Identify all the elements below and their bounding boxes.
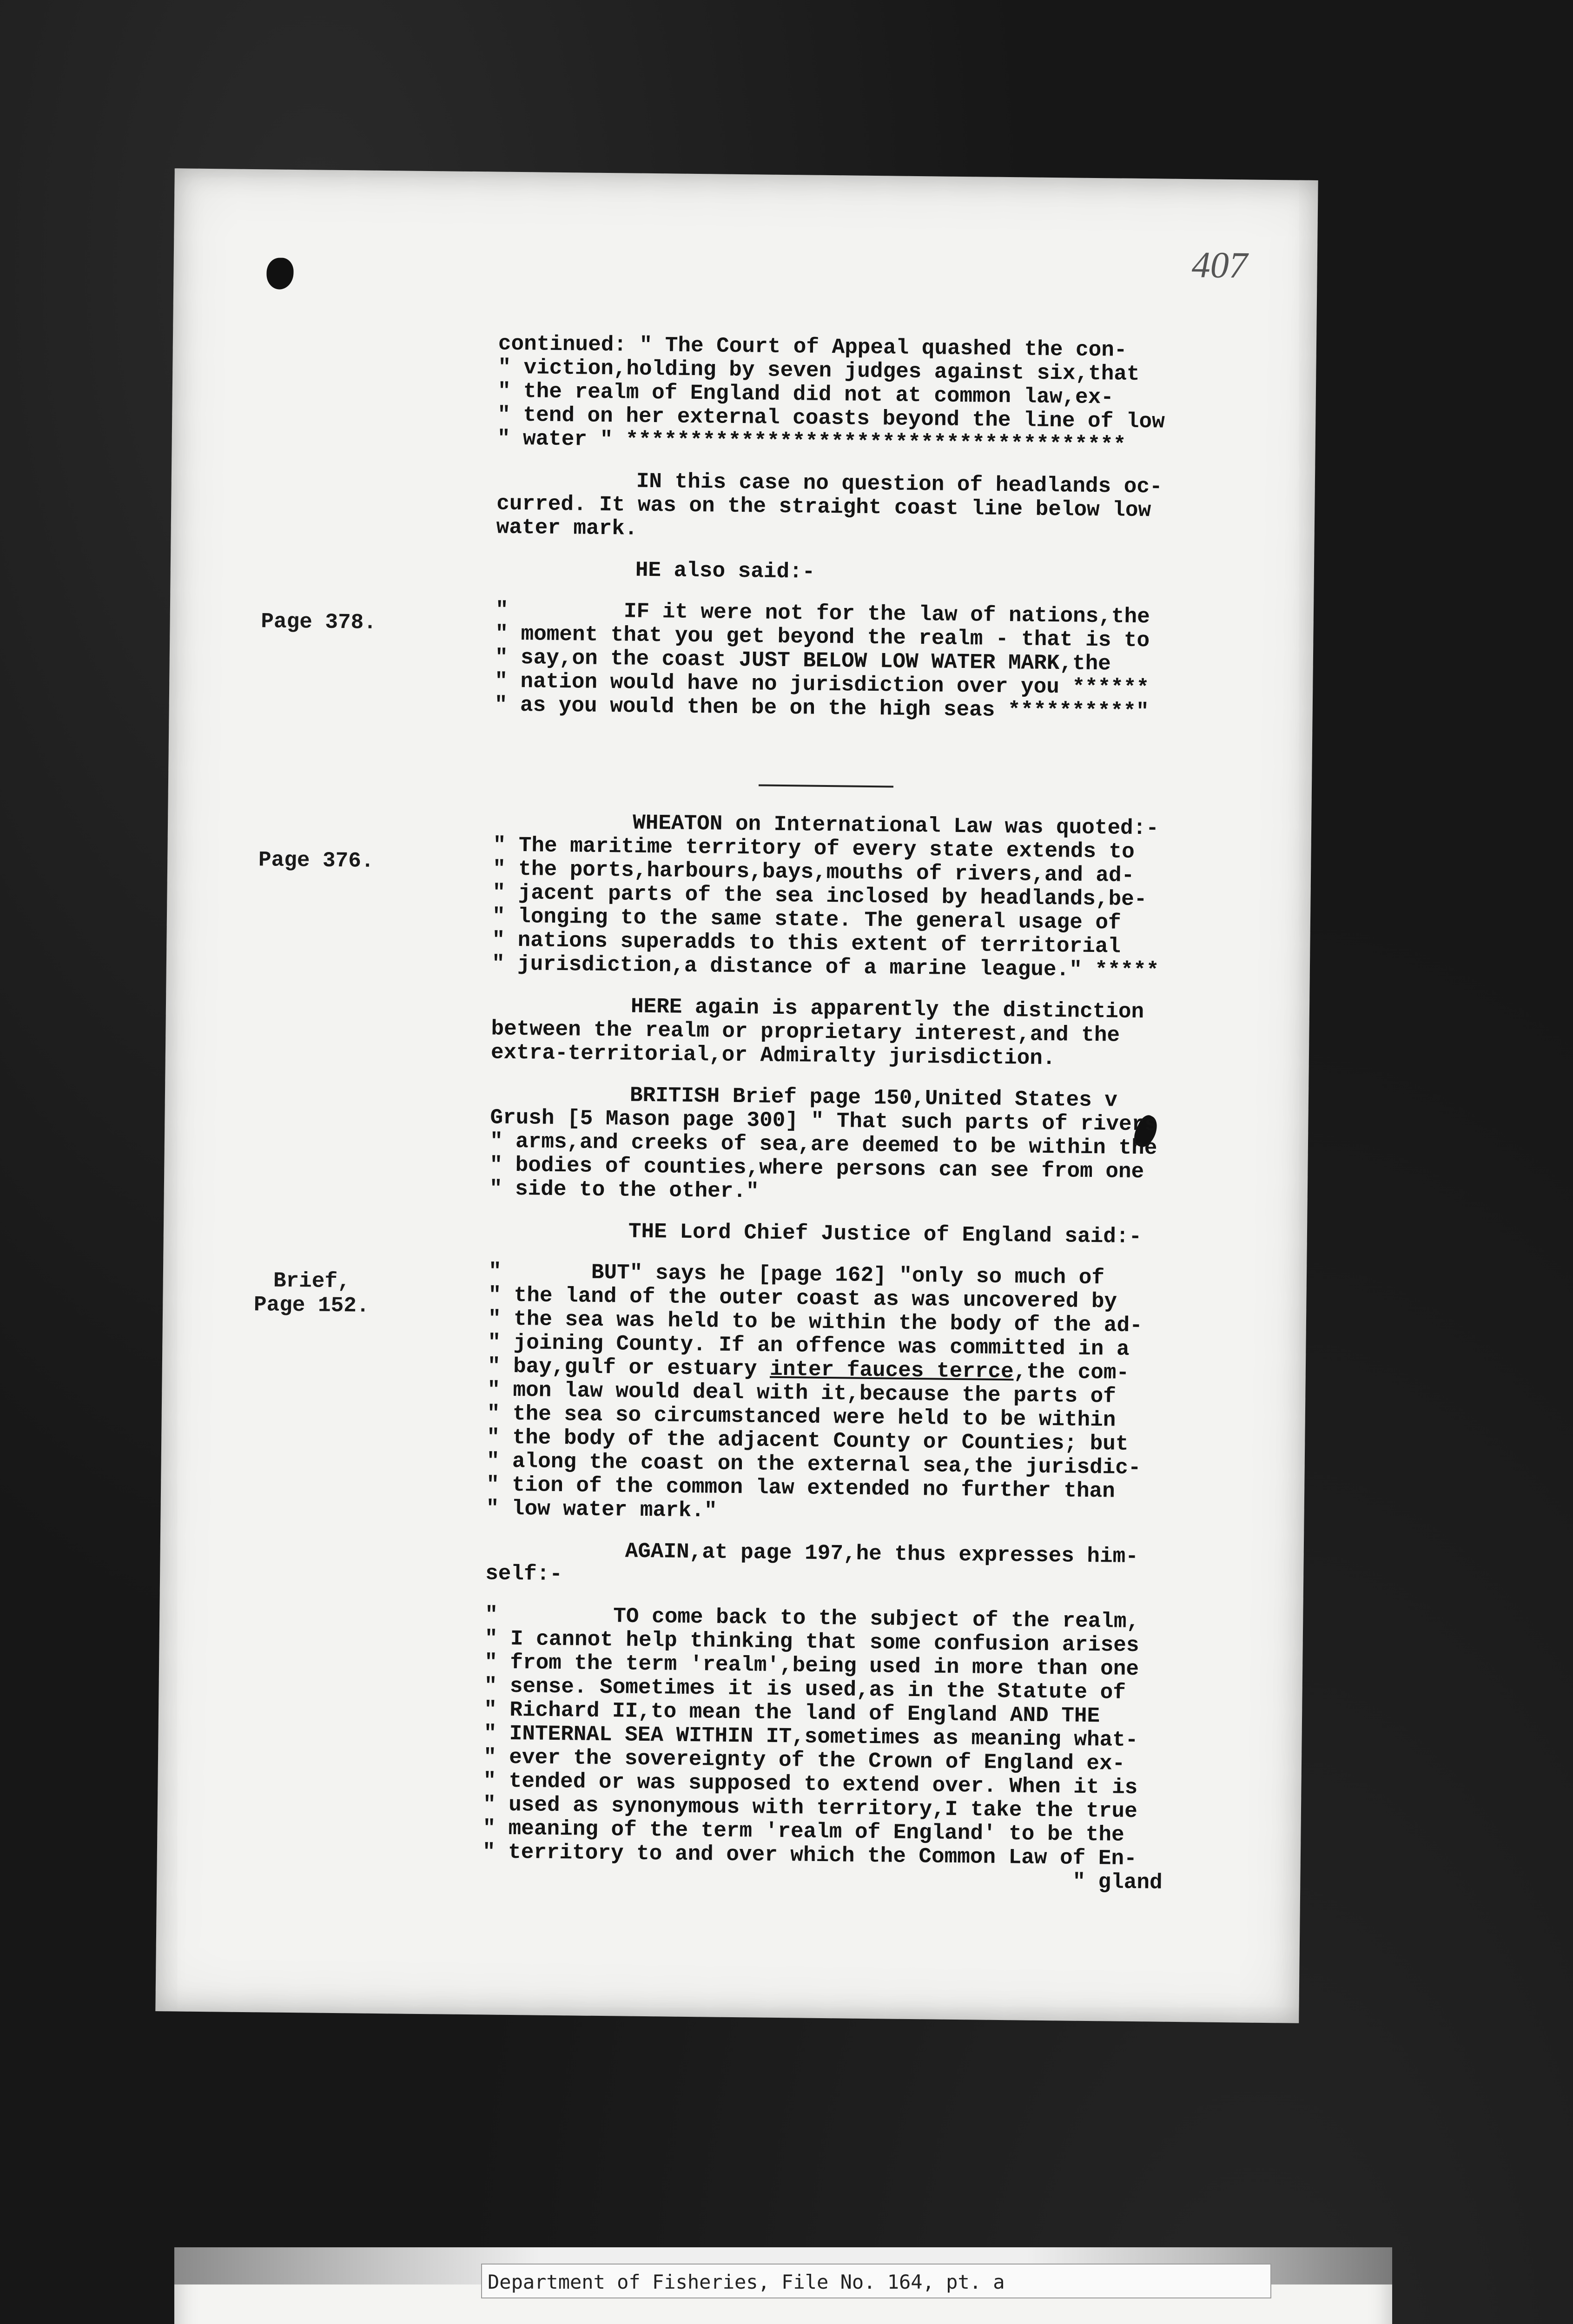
margin-note-page-378: Page 378. [261, 609, 377, 635]
text-line: " BUT" says he [page 162] "only so much of [488, 1259, 1105, 1290]
text-line: " gland [1072, 1869, 1163, 1895]
text-line: " IF it were not for the law of nations,the [495, 598, 1150, 629]
text-line: " the ports,harbours,bays,mouths of rivers,and ad- [492, 857, 1135, 888]
text-line: " along the coast on the external sea,the jurisdic- [486, 1449, 1141, 1480]
text-line: " viction,holding by seven judges against six,that [498, 355, 1140, 386]
text-line: " mon law would deal with it,because the parts of [487, 1378, 1117, 1409]
text-line: " tended or was supposed to extend over. When it is [483, 1769, 1138, 1800]
text-line: self:- [485, 1561, 563, 1587]
text-line: " the realm of England did not at common law,ex- [497, 379, 1114, 410]
margin-note-page-376: Page 376. [258, 848, 374, 873]
text-line: " the sea was held to be within the body of the ad- [488, 1307, 1143, 1338]
text-line: " water " *************************************** [497, 426, 1126, 457]
text-line: " from the term 'realm',being used in more than one [484, 1650, 1139, 1682]
folio-number: 407 [1191, 244, 1248, 286]
text-line: " Richard II,to mean the land of England AND THE [483, 1697, 1100, 1729]
text-line: " ever the sovereignty of the Crown of England ex- [483, 1745, 1125, 1776]
text-line: " jurisdiction,a distance of a marine league." ***** [491, 951, 1159, 983]
text-line: " sense. Sometimes it is used,as in the Statute of [484, 1674, 1126, 1705]
document-page [155, 168, 1318, 2023]
text-line: continued: " The Court of Appeal quashed the con- [498, 331, 1127, 363]
text-line: " joining County. If an offence was committed in a [488, 1330, 1130, 1361]
text-line: curred. It was on the straight coast line below low [496, 491, 1151, 523]
text-line: " territory to and over which the Common Law of En- [482, 1840, 1137, 1871]
archive-label [174, 2247, 1392, 2324]
text-line: " as you would then be on the high seas **********" [494, 693, 1149, 724]
text-line: HE also said:- [635, 558, 815, 584]
latin-phrase: inter fauces terrce [769, 1357, 1014, 1384]
text-line: between the realm or proprietary interest,and the [491, 1017, 1120, 1048]
file-reference: Department of Fisheries, File No. 164, pt. a [481, 2264, 1271, 2298]
margin-note-brief [181, 1268, 442, 1319]
text-line: HERE again is apparently the distinction [630, 994, 1144, 1024]
text-line: " nation would have no jurisdiction over you ****** [495, 669, 1150, 700]
margin-note-line: Page 152. [253, 1293, 370, 1318]
typed-text [482, 332, 1223, 1895]
text-segment: ,the com- [1013, 1360, 1130, 1385]
text-line: " used as synonymous with territory,I take the true [482, 1792, 1138, 1824]
text-line: Grush [5 Mason page 300] " That such parts of rivers [490, 1105, 1158, 1137]
text-line: " The maritime territory of every state extends to [493, 833, 1135, 864]
ink-blot [266, 257, 294, 290]
text-line: " tend on her external coasts beyond the line of low [497, 403, 1165, 434]
text-line: " the land of the outer coast as was uncovered by [488, 1283, 1117, 1314]
text-line: " longing to the same state. The general usage of [492, 904, 1121, 935]
text-line: " tion of the common law extended no further than [486, 1472, 1116, 1504]
text-line: " nations superadds to this extent of territorial [492, 928, 1121, 959]
text-line: " TO come back to the subject of the realm, [485, 1603, 1140, 1634]
text-line: AGAIN,at page 197,he thus expresses him- [625, 1539, 1139, 1569]
text-line: BRITISH Brief page 150,United States v [629, 1083, 1118, 1113]
text-line: " bodies of counties,where persons can see from one [489, 1153, 1144, 1184]
text-line: " say,on the coast JUST BELOW LOW WATER MARK,the [495, 645, 1111, 676]
text-line: " the body of the adjacent County or Counties; but [487, 1425, 1129, 1456]
text-line: " INTERNAL SEA WITHIN IT,sometimes as meaning what- [483, 1721, 1138, 1753]
text-line: WHEATON on International Law was quoted:- [632, 811, 1159, 841]
text-line: IN this case no question of headlands oc- [636, 469, 1163, 499]
text-line: " jacent parts of the sea inclosed by headlands,be- [492, 880, 1147, 912]
text-line: " side to the other." [489, 1176, 759, 1204]
text-line: THE Lord Chief Justice of England said:- [628, 1219, 1142, 1249]
text-line: water mark. [496, 515, 638, 541]
text-segment: " bay,gulf or estuary [487, 1354, 770, 1381]
text-line: " I cannot help thinking that some confusion arises [484, 1626, 1139, 1658]
text-line: " moment that you get beyond the realm - that is to [495, 621, 1150, 653]
text-line: extra-territorial,or Admiralty jurisdiction. [490, 1040, 1056, 1071]
text-line: " low water mark." [486, 1496, 717, 1523]
margin-note-line: Brief, [273, 1268, 350, 1294]
text-line: " the sea so circumstanced were held to be within [487, 1401, 1116, 1433]
text-line: " arms,and creeks of sea,are deemed to be within the [489, 1129, 1157, 1161]
text-line: " meaning of the term 'realm of England' to be the [482, 1816, 1124, 1847]
